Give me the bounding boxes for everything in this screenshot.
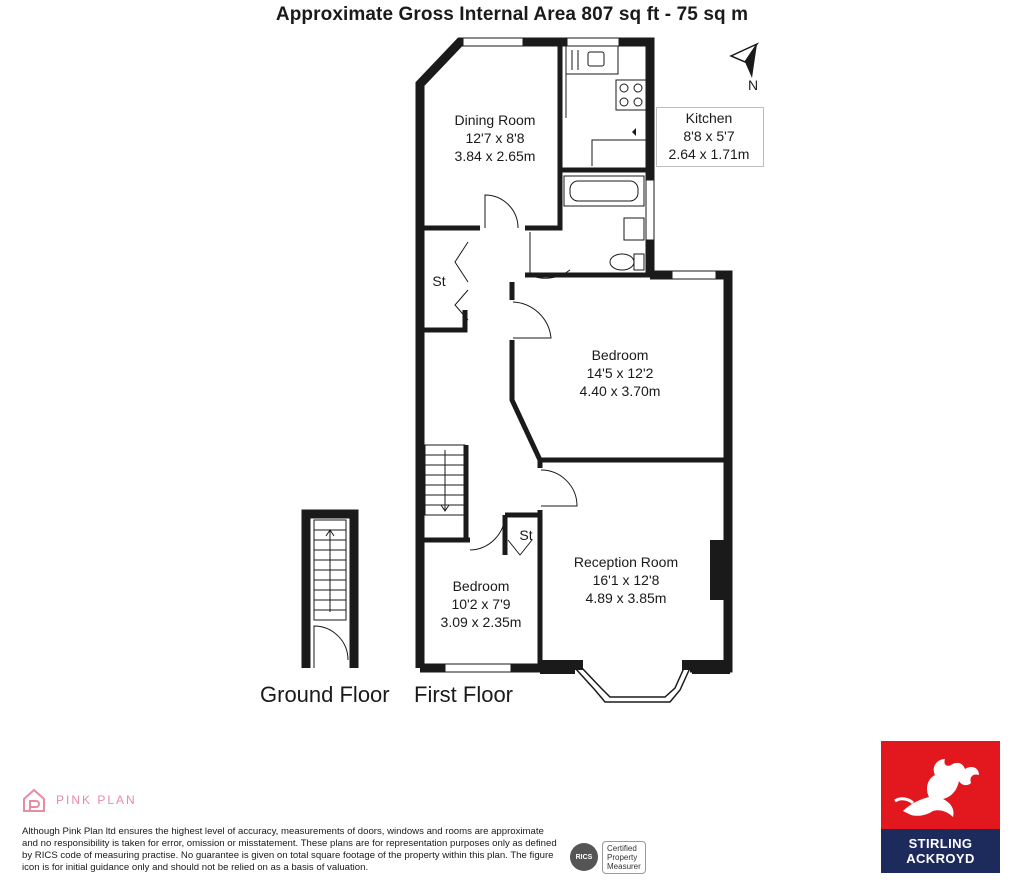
room-size-imperial: 14'5 x 12'2 <box>586 365 654 381</box>
compass-arrow-icon <box>731 44 757 78</box>
fireplace <box>710 540 724 600</box>
room-label-reception-room <box>561 553 691 607</box>
rics-line-3: Measurer <box>607 861 641 871</box>
room-label-dining-room <box>440 111 550 165</box>
room-name: Bedroom <box>591 347 649 363</box>
room-name: Dining Room <box>454 112 536 128</box>
room-size-imperial: 8'8 x 5'7 <box>683 128 735 144</box>
room-label-kitchen <box>656 109 762 163</box>
brand-blue-panel <box>881 829 1000 873</box>
bay-window <box>575 668 690 702</box>
stairs-first-floor <box>425 445 465 515</box>
rics-logo-icon: RICS <box>570 843 598 871</box>
room-size-metric: 3.09 x 2.35m <box>440 614 522 630</box>
stirling-ackroyd-logo <box>881 741 1000 873</box>
kitchen-fixtures <box>566 46 646 166</box>
rics-line-2: Property <box>607 852 638 862</box>
room-size-metric: 2.64 x 1.71m <box>668 146 750 162</box>
room-label-bedroom-2 <box>426 577 536 631</box>
room-size-metric: 4.40 x 3.70m <box>579 383 661 399</box>
pink-plan-logo <box>22 786 137 814</box>
brand-red-panel <box>881 741 1000 829</box>
brand-line-1: STIRLING <box>908 836 973 851</box>
griffin-logo-icon <box>881 741 1000 829</box>
pink-plan-house-icon <box>22 787 46 813</box>
room-size-imperial: 16'1 x 12'8 <box>592 572 660 588</box>
rics-text <box>602 841 646 874</box>
floor-label-first: First Floor <box>414 682 513 707</box>
room-name: Reception Room <box>573 554 679 570</box>
bathroom-fixtures <box>564 176 644 270</box>
page-title: Approximate Gross Internal Area 807 sq ft - 75 sq m <box>275 4 749 25</box>
pink-plan-name: PINK PLAN <box>56 793 137 807</box>
room-label-store-2: St <box>519 527 533 543</box>
room-size-imperial: 10'2 x 7'9 <box>451 596 511 612</box>
stairs-ground-floor <box>314 520 348 668</box>
room-label-store-1: St <box>432 273 446 289</box>
rics-line-1: Certified <box>607 843 637 853</box>
brand-line-2: ACKROYD <box>906 851 975 866</box>
room-size-metric: 3.84 x 2.65m <box>454 148 536 164</box>
compass-label: N <box>748 77 759 93</box>
room-size-imperial: 12'7 x 8'8 <box>465 130 525 146</box>
room-name: Bedroom <box>452 578 510 594</box>
doors <box>455 195 577 555</box>
room-size-metric: 4.89 x 3.85m <box>585 590 667 606</box>
floor-label-ground: Ground Floor <box>260 682 390 707</box>
rics-badge <box>570 841 662 873</box>
room-name: Kitchen <box>685 110 733 126</box>
room-label-bedroom <box>560 346 680 400</box>
disclaimer-text: Although Pink Plan ltd ensures the highest level of accuracy, measurements of doors, windows and rooms are approximate and no responsibility is taken for error, omission or misstatement. These plans are for representation purposes only as defined by RICS code of measuring practise. No guarantee is given on total square footage of the property within this plan. The figure icon is for initial guidance only and should not be relied on as a basis of valuation. <box>22 826 557 873</box>
